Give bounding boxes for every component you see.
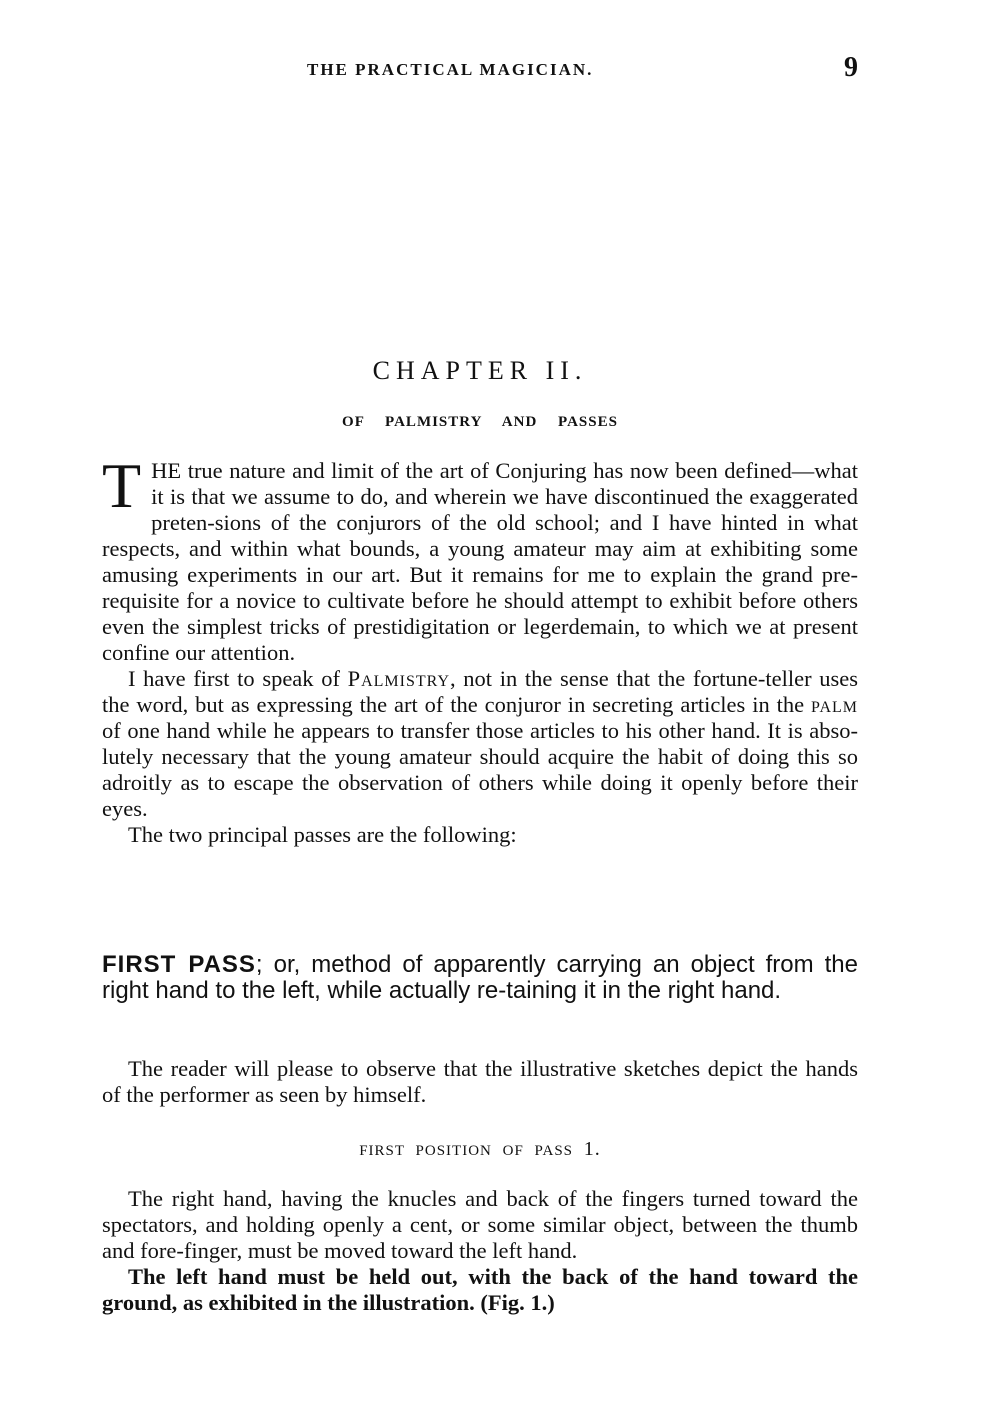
- observe-section: [102, 1056, 858, 1108]
- drop-cap: T: [102, 450, 142, 521]
- intro-paragraph-1: [102, 450, 858, 666]
- running-head: [102, 52, 858, 82]
- observe-paragraph: The reader will please to observe that the illustrative sketches depict the hands of the performer as seen by himself.: [102, 1056, 858, 1107]
- p2-after: of one hand while he appears to transfer those articles to his other hand. It is abso-lutely necessary that the young amateur should acquire the habit of doing this so adroitly as to escape the observation of others while doing it openly before their eyes.: [102, 718, 858, 821]
- running-title: THE PRACTICAL MAGICIAN.: [307, 60, 594, 79]
- final-section: [102, 1186, 858, 1316]
- intro-paragraph-3: The two principal passes are the following:: [128, 822, 517, 847]
- first-pass-label: FIRST PASS: [102, 951, 256, 978]
- chapter-subtitle: OF PALMISTRY AND PASSES: [342, 414, 618, 430]
- p2-before: I have first to speak of: [128, 666, 348, 691]
- position-heading-text: FIRST POSITION OF PASS: [359, 1143, 574, 1159]
- intro-section: [102, 450, 858, 848]
- first-pass-heading: [102, 952, 858, 1004]
- p2-mid: , not in the sense that the fortune-teller uses the word, but as expressing the art of the conjuror in secreting articles in the: [102, 666, 858, 717]
- term-palmistry: Palmistry: [347, 666, 451, 691]
- intro-paragraph-1-text: HE true nature and limit of the art of Conjuring has now been defined—what it is that we assume to do, and wherein we have discontinued the exaggerated preten-sions of the conjurors of the old school; and I have hinted in what respects, and within what bounds, a young amateur may aim at exhibiting some amusing experiments in our art. But it remains for me to explain the grand pre-requisite for a novice to cultivate before he should attempt to exhibit before others even the simplest tricks of prestidigitation or legerdemain, to which we at present confine our attention.: [102, 458, 858, 665]
- term-palm: palm: [811, 692, 858, 717]
- first-pass-text: ; or, method of apparently carrying an object from the right hand to the left, while actually re-taining it in the right hand.: [102, 951, 858, 1004]
- position-heading: [102, 1138, 858, 1161]
- intro-paragraph-2: [102, 666, 858, 822]
- chapter-title: CHAPTER II.: [372, 356, 588, 385]
- final-paragraph-2: The left hand must be held out, with the back of the hand toward the ground, as exhibited in the illustration. (Fig. 1.): [102, 1264, 858, 1315]
- final-paragraph-1: The right hand, having the knucles and back of the fingers turned toward the spectators, and holding openly a cent, or some similar object, between the thumb and fore-finger, must be moved toward the left hand.: [102, 1186, 858, 1263]
- page-number: 9: [844, 52, 858, 83]
- position-heading-number: 1.: [583, 1138, 601, 1160]
